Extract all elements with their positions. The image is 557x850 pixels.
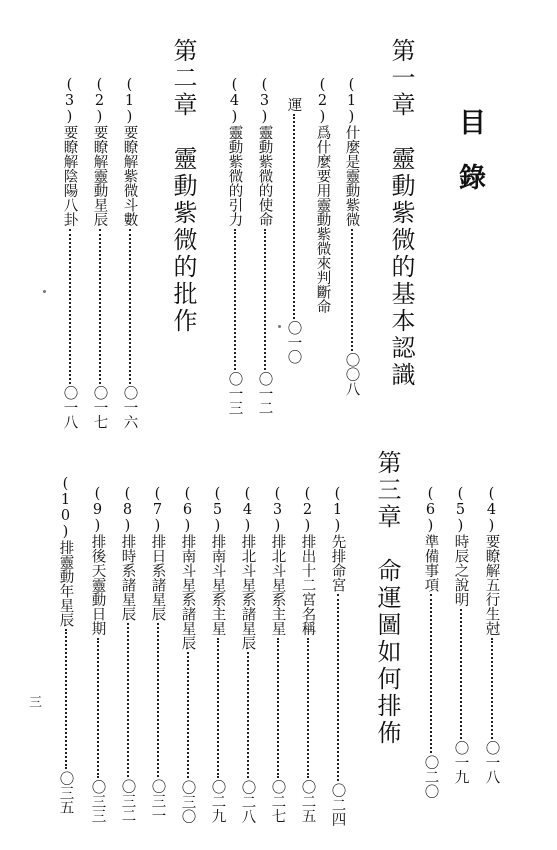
- toc-entry: [423, 486, 438, 799]
- dot-leader: [430, 594, 432, 753]
- entry-page: 〇一八: [483, 740, 500, 784]
- dot-leader: [234, 229, 236, 370]
- toc-entry: [120, 486, 135, 823]
- chapter-heading: 第三章 命運圖如何排佈: [373, 450, 401, 747]
- toc-entry: [150, 486, 165, 823]
- entry-title: 要瞭解紫微斗數: [121, 125, 138, 227]
- entry-title: 排北斗星系諸星辰: [239, 534, 256, 650]
- entry-page: 〇一七: [91, 385, 108, 429]
- entry-page: 〇二七: [269, 779, 286, 823]
- dot-leader: [129, 229, 131, 384]
- entry-title: 什麼是靈動紫微: [343, 125, 360, 227]
- dot-leader: [99, 229, 101, 384]
- entry-title: 時辰之說明: [452, 534, 469, 607]
- entry-page: 〇三五: [57, 771, 74, 815]
- toc-entry: [62, 77, 77, 429]
- entry-number: (1): [343, 77, 360, 125]
- toc-entry: [300, 486, 315, 823]
- entry-number: (4): [483, 486, 500, 534]
- entry-number: (4): [226, 77, 243, 125]
- page-title: 目錄: [454, 108, 485, 218]
- entry-page: 〇一八: [61, 385, 78, 429]
- entry-number: (1): [329, 486, 346, 534]
- entry-title: 排南斗星系諸星辰: [179, 534, 196, 650]
- page-number: 三: [26, 695, 41, 708]
- entry-number: (5): [452, 486, 469, 534]
- entry-title: 靈動紫微的引力: [226, 125, 243, 227]
- entry-title: 排後天靈動日期: [89, 534, 106, 636]
- entry-title: 排南斗星系主星: [209, 534, 226, 636]
- entry-title: 排北斗星系主星: [269, 534, 286, 636]
- entry-title: 要瞭解五行生尅: [483, 534, 500, 636]
- dot-leader: [277, 638, 279, 778]
- entry-title: 排時系諸星辰: [119, 534, 136, 621]
- toc-entry: [344, 77, 359, 396]
- entry-number: (3): [269, 486, 286, 534]
- toc-entry: [210, 486, 225, 823]
- entry-page: 〇一九: [452, 740, 469, 784]
- entry-number: (3): [61, 77, 78, 125]
- entry-page: 〇二九: [209, 779, 226, 823]
- entry-number: (8): [119, 486, 136, 534]
- toc-entry-continuation: [286, 97, 301, 364]
- toc-entry: [90, 486, 105, 823]
- entry-title: 排靈動年星辰: [57, 540, 74, 627]
- toc-entry: [453, 486, 468, 784]
- entry-number: (9): [89, 486, 106, 534]
- dot-leader: [264, 229, 266, 370]
- entry-page: 〇三三: [89, 779, 106, 823]
- entry-number: (1): [121, 77, 138, 125]
- dot-leader: [69, 229, 71, 384]
- toc-entry: [315, 77, 330, 314]
- dot-leader: [157, 623, 159, 777]
- entry-title: 準備事項: [422, 534, 439, 592]
- entry-page: 〇三一: [149, 779, 166, 823]
- entry-page: 〇一三: [226, 371, 243, 415]
- dot-leader: [337, 594, 339, 781]
- dot-leader: [65, 629, 67, 769]
- entry-page: 〇一〇: [285, 320, 302, 364]
- dot-leader: [247, 652, 249, 778]
- toc-entry: [270, 486, 285, 823]
- entry-page: 〇二〇: [422, 755, 439, 799]
- toc-entry: [484, 486, 499, 784]
- entry-page: 〇二八: [239, 780, 256, 824]
- entry-page: 〇二五: [299, 779, 316, 823]
- entry-title: 要瞭解陰陽八卦: [61, 125, 78, 227]
- entry-page: 〇三〇: [179, 780, 196, 824]
- scan-speck: [278, 325, 281, 328]
- entry-title: 爲什麼要用靈動紫微來判斷命: [314, 125, 331, 314]
- toc-entry: [180, 486, 195, 824]
- entry-number: (6): [422, 486, 439, 534]
- dot-leader: [293, 114, 295, 319]
- toc-entry: [257, 77, 272, 415]
- entry-title: 先排命宮: [329, 534, 346, 592]
- entry-number: (5): [209, 486, 226, 534]
- dot-leader: [217, 638, 219, 778]
- entry-title: 排日系諸星辰: [149, 534, 166, 621]
- entry-number: (7): [149, 486, 166, 534]
- dot-leader: [351, 229, 353, 351]
- toc-entry: [240, 486, 255, 824]
- entry-title-continued: 運: [285, 97, 302, 112]
- toc-entry: [58, 476, 73, 815]
- entry-number: (10): [57, 476, 74, 540]
- entry-number: (4): [239, 486, 256, 534]
- entry-number: (2): [299, 486, 316, 534]
- entry-number: (6): [179, 486, 196, 534]
- entry-page: 〇二四: [329, 783, 346, 827]
- dot-leader: [127, 623, 129, 777]
- chapter-heading: 第二章 靈動紫微的批作: [169, 38, 197, 335]
- dot-leader: [491, 638, 493, 739]
- entry-title: 要瞭解靈動星辰: [91, 125, 108, 227]
- entry-page: 〇一二: [256, 371, 273, 415]
- toc-entry: [122, 77, 137, 429]
- toc-entry: [92, 77, 107, 429]
- dot-leader: [97, 638, 99, 778]
- dot-leader: [307, 638, 309, 778]
- scan-speck: [43, 290, 46, 293]
- entry-title: 靈動紫微的使命: [256, 125, 273, 227]
- entry-page: 〇三二: [119, 779, 136, 823]
- entry-number: (2): [91, 77, 108, 125]
- entry-title: 排出十二宮名稱: [299, 534, 316, 636]
- toc-entry: [227, 77, 242, 415]
- toc-entry: [330, 486, 345, 827]
- entry-page: 〇一六: [121, 385, 138, 429]
- entry-number: (3): [256, 77, 273, 125]
- entry-number: (2): [314, 77, 331, 125]
- dot-leader: [460, 609, 462, 739]
- entry-page: 〇〇八: [343, 352, 360, 396]
- chapter-heading: 第一章 靈動紫微的基本認識: [387, 38, 415, 389]
- dot-leader: [187, 652, 189, 778]
